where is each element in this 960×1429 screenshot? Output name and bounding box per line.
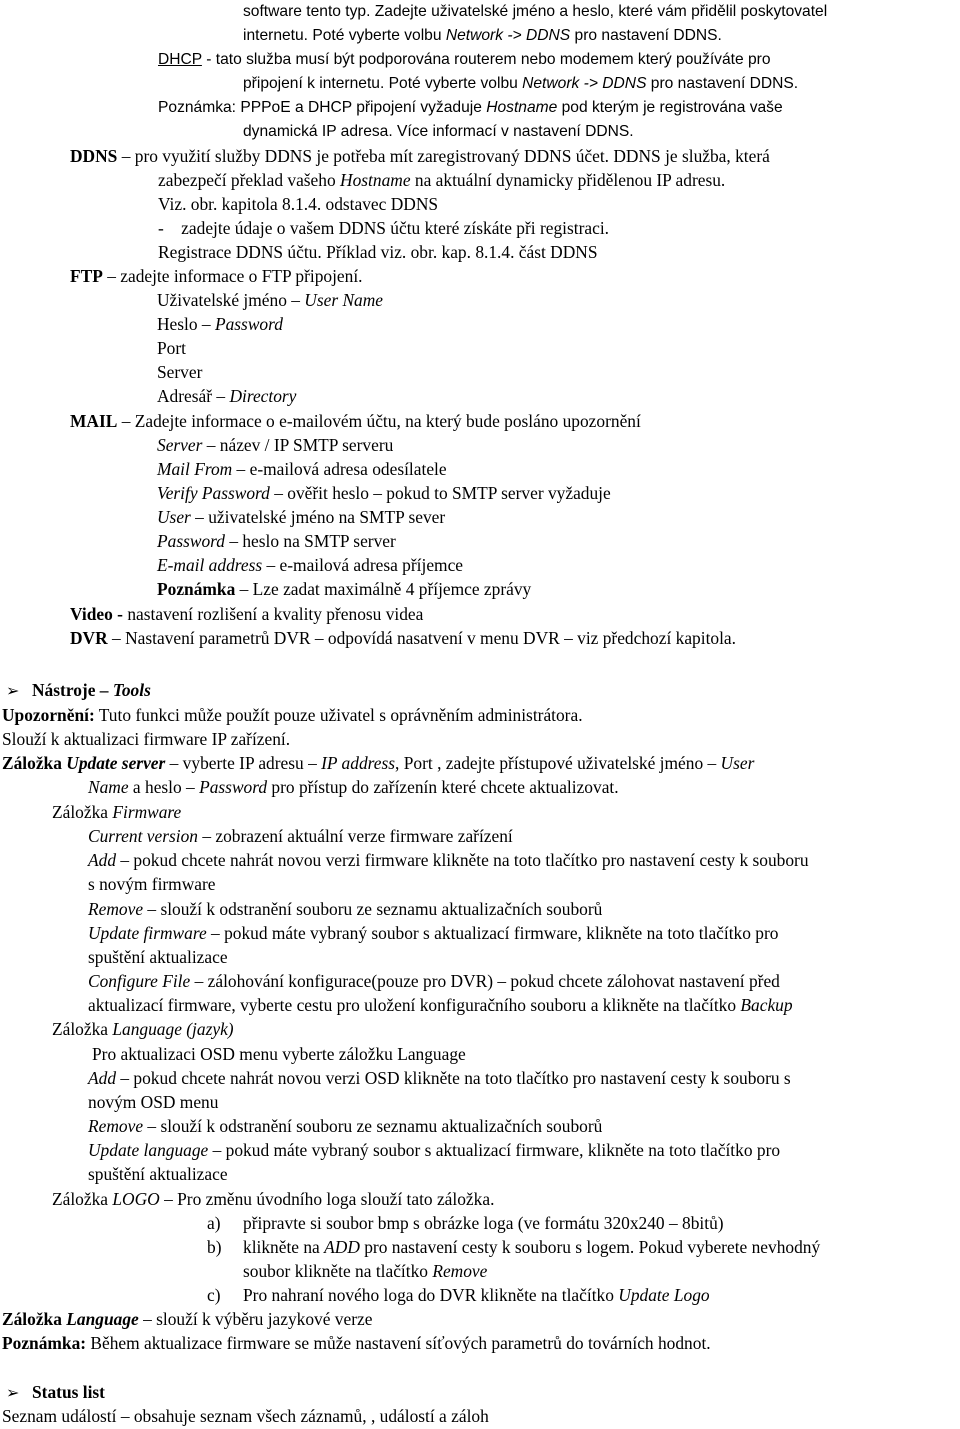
text-line: Remove – slouží k odstranění souboru ze seznamu aktualizačních souborů (88, 1116, 603, 1136)
text-line: DDNS – pro využití služby DDNS je potřeba mít zaregistrovaný DDNS účet. DDNS je služba, která (70, 146, 770, 166)
list-item: c) (207, 1285, 221, 1305)
text-line: Poznámka – Lze zadat maximálně 4 příjemce zprávy (157, 579, 532, 599)
text-line: s novým firmware (88, 874, 216, 894)
list-item-text: klikněte na ADD pro nastavení cesty k souboru s logem. Pokud vyberete nevhodný (243, 1237, 821, 1257)
list-item: a) (207, 1213, 221, 1233)
text-line: aktualizací firmware, vyberte cestu pro uložení konfiguračního souboru a klikněte na tlačítko Backup (88, 995, 793, 1015)
text-line: Add – pokud chcete nahrát novou verzi firmware klikněte na toto tlačítko pro nastavení cesty k souboru (88, 850, 809, 870)
text-line: Záložka Update server – vyberte IP adresu – IP address, Port , zadejte přístupové uživatelské jméno – User (2, 753, 755, 773)
text-line: novým OSD menu (88, 1092, 219, 1112)
text-line: Slouží k aktualizaci firmware IP zařízení. (2, 729, 291, 749)
list-item: b) (207, 1237, 222, 1257)
text-line: Poznámka: Během aktualizace firmware se může nastavení síťových parametrů do továrních hodnot. (2, 1333, 711, 1353)
text-line: Remove – slouží k odstranění souboru ze seznamu aktualizačních souborů (88, 899, 603, 919)
text-line: software tento typ. Zadejte uživatelské jméno a heslo, které vám přidělil poskytovatel (243, 3, 828, 20)
arrow-right-outline-icon: ➢ (6, 1383, 20, 1402)
text-line: Verify Password – ověřit heslo – pokud to SMTP server vyžaduje (157, 483, 611, 503)
list-item-text: připravte si soubor bmp s obrázke loga (ve formátu 320x240 – 8bitů) (243, 1213, 724, 1233)
text-line: Mail From – e-mailová adresa odesílatele (157, 459, 447, 479)
list-item-text: soubor klikněte na tlačítko Remove (243, 1261, 488, 1281)
text-line: připojení k internetu. Poté vyberte volbu Network -> DDNS pro nastavení DDNS. (243, 75, 799, 92)
text-line: spuštění aktualizace (88, 947, 228, 967)
text-line: MAIL – Zadejte informace o e-mailovém účtu, na který bude posláno upozornění (70, 411, 641, 431)
text-line: Name a heslo – Password pro přístup do zařízenín které chcete aktualizovat. (88, 777, 619, 797)
text-line: Poznámka: PPPoE a DHCP připojení vyžaduje Hostname pod kterým je registrována vaše (158, 99, 783, 116)
section-heading-tools: ➢ Nástroje – Tools (6, 678, 151, 703)
text-line: FTP – zadejte informace o FTP připojení. (70, 266, 363, 286)
text-line: Uživatelské jméno – User Name (157, 290, 384, 310)
text-line: Registrace DDNS účtu. Příklad viz. obr. kap. 8.1.4. část DDNS (158, 242, 598, 262)
text-line: Záložka Firmware (52, 802, 182, 822)
text-line: Záložka LOGO – Pro změnu úvodního loga slouží tato záložka. (52, 1189, 495, 1209)
text-line: DVR – Nastavení parametrů DVR – odpovídá nasatvení v menu DVR – viz předchozí kapitola. (70, 628, 737, 648)
text-line: Upozornění: Tuto funkci může použít pouze uživatel s oprávněním administrátora. (2, 705, 583, 725)
text-line: Seznam událostí – obsahuje seznam všech záznamů, , událostí a záloh (2, 1406, 489, 1426)
text-line: Update firmware – pokud máte vybraný soubor s aktualizací firmware, klikněte na toto tlačítko pro (88, 923, 779, 943)
text-line: Video - nastavení rozlišení a kvality přenosu videa (70, 604, 424, 624)
text-line: Configure File – zálohování konfigurace(pouze pro DVR) – pokud chcete zálohovat nastavení před (88, 971, 780, 991)
text-line: DHCP - tato služba musí být podporována routerem nebo modemem který používáte pro (158, 51, 771, 68)
text-line: - zadejte údaje o vašem DDNS účtu které získáte při registraci. (158, 218, 610, 238)
text-line: zabezpečí překlad vašeho Hostname na aktuální dynamicky přidělenou IP adresu. (158, 170, 726, 190)
text-line: User – uživatelské jméno na SMTP sever (157, 507, 446, 527)
text-line: Current version – zobrazení aktuální verze firmware zařízení (88, 826, 513, 846)
text-line: Viz. obr. kapitola 8.1.4. odstavec DDNS (158, 194, 439, 214)
text-line: Server – název / IP SMTP serveru (157, 435, 394, 455)
text-line: Port (157, 338, 186, 358)
text-line: Pro aktualizaci OSD menu vyberte záložku Language (92, 1044, 466, 1064)
section-heading-status-list: ➢ Status list (6, 1380, 105, 1405)
text-line: Záložka Language – slouží k výběru jazykové verze (2, 1309, 373, 1329)
arrow-right-outline-icon: ➢ (6, 681, 20, 700)
text-line: Adresář – Directory (157, 386, 297, 406)
text-line: Password – heslo na SMTP server (157, 531, 396, 551)
text-line: E-mail address – e-mailová adresa příjemce (157, 555, 464, 575)
text-line: spuštění aktualizace (88, 1164, 228, 1184)
text-line: internetu. Poté vyberte volbu Network -> DDNS pro nastavení DDNS. (243, 27, 722, 44)
text-line: Heslo – Password (157, 314, 283, 334)
text-line: Záložka Language (jazyk) (52, 1019, 234, 1039)
list-item-text: Pro nahraní nového loga do DVR klikněte na tlačítko Update Logo (243, 1285, 710, 1305)
text-line: dynamická IP adresa. Více informací v nastavení DDNS. (243, 123, 634, 140)
text-line: Update language – pokud máte vybraný soubor s aktualizací firmware, klikněte na toto tlačítko pro (88, 1140, 781, 1160)
text-line: Add – pokud chcete nahrát novou verzi OSD klikněte na toto tlačítko pro nastavení cesty k souboru s (88, 1068, 791, 1088)
text-line: Server (157, 362, 203, 382)
